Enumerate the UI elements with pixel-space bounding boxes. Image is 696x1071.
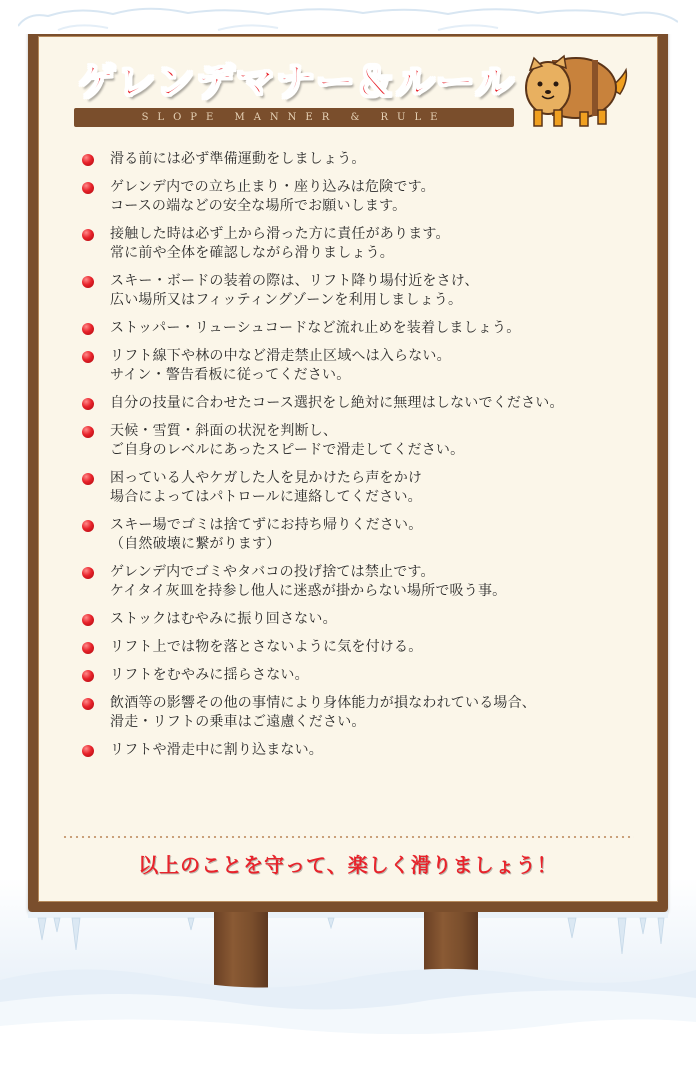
bullet-icon — [82, 351, 94, 363]
bullet-icon — [82, 473, 94, 485]
rule-text-line: 滑走・リフトの乗車はご遠慮ください。 — [110, 714, 366, 730]
rule-text-line: 広い場所又はフィッティングゾーンを利用しましょう。 — [110, 292, 463, 308]
rule-text-line: ケイタイ灰皿を持参し他人に迷惑が掛からない場所で吸う事。 — [110, 583, 507, 599]
sign-title: ゲレンデマナー＆ルール — [78, 60, 516, 104]
rule-text-line: 天候・雪質・斜面の状況を判断し、 — [110, 423, 338, 439]
rule-item — [80, 638, 655, 657]
rule-list — [80, 146, 655, 760]
rule-text-line: ストックはむやみに振り回さない。 — [110, 611, 337, 627]
rule-item — [80, 610, 655, 629]
rule-text-line: サイン・警告看板に従ってください。 — [110, 367, 351, 383]
bullet-icon — [82, 567, 94, 579]
closing-message: 以上のことを守って、楽しく滑りましょう！ — [138, 853, 558, 877]
bullet-icon — [82, 670, 94, 682]
rule-item — [80, 516, 655, 554]
rule-text-line: ゲレンデ内での立ち止まり・座り込みは危険です。 — [110, 179, 435, 195]
bullet-icon — [82, 426, 94, 438]
rule-item — [80, 178, 655, 216]
bullet-icon — [82, 698, 94, 710]
rule-item — [80, 394, 655, 413]
dotted-divider — [62, 836, 634, 838]
rule-text-line: （自然破壊に繋がります） — [110, 536, 281, 552]
bullet-icon — [82, 520, 94, 532]
bullet-icon — [82, 229, 94, 241]
rule-text-line: コースの端などの安全な場所でお願いします。 — [110, 198, 407, 214]
rule-item — [80, 422, 655, 460]
snow-ground — [0, 940, 696, 1071]
rule-item — [80, 469, 655, 507]
rule-text-line: ゲレンデ内でゴミやタバコの投げ捨ては禁止です。 — [110, 564, 435, 580]
bullet-icon — [82, 323, 94, 335]
rule-item — [80, 272, 655, 310]
rule-text-line: 場合によってはパトロールに連絡してください。 — [110, 489, 422, 505]
rule-item — [80, 319, 655, 338]
rule-text-line: 困っている人やケガした人を見かけたら声をかけ — [110, 470, 423, 486]
rule-item — [80, 347, 655, 385]
bullet-icon — [82, 398, 94, 410]
rule-text-line: 自分の技量に合わせたコース選択をし絶対に無理はしないでください。 — [110, 395, 564, 411]
snow-cap-top — [18, 4, 678, 34]
rule-item — [80, 225, 655, 263]
rule-text-line: スキー・ボードの装着の際は、リフト降り場付近をさけ、 — [110, 273, 479, 289]
rule-text-line: スキー場でゴミは捨てずにお持ち帰りください。 — [110, 517, 423, 533]
rule-item — [80, 694, 655, 732]
rule-text-line: リフトや滑走中に割り込まない。 — [110, 742, 323, 758]
rule-item — [80, 741, 655, 760]
rule-text-line: ご自身のレベルにあったスピードで滑走してください。 — [110, 442, 465, 458]
bullet-icon — [82, 642, 94, 654]
rule-text-line: 常に前や全体を確認しながら滑りましょう。 — [110, 245, 394, 261]
rule-text-line: ストッパー・リューシュコードなど流れ止めを装着しましょう。 — [110, 320, 521, 336]
bullet-icon — [82, 614, 94, 626]
rule-text-line: 滑る前には必ず準備運動をしましょう。 — [110, 151, 366, 167]
sign-subtitle: SLOPE MANNER & RULE — [74, 108, 514, 127]
bullet-icon — [82, 182, 94, 194]
rule-text-line: リフト線下や林の中など滑走禁止区域へは入らない。 — [110, 348, 451, 364]
rule-text-line: 飲酒等の影響その他の事情により身体能力が損なわれている場合、 — [110, 695, 536, 711]
rule-item — [80, 150, 655, 169]
rule-text-line: 接触した時は必ず上から滑った方に責任があります。 — [110, 226, 450, 242]
rule-item — [80, 563, 655, 601]
rule-item — [80, 666, 655, 685]
bullet-icon — [82, 745, 94, 757]
rule-text-line: リフト上では物を落とさないように気を付ける。 — [110, 639, 423, 655]
barrel-dog-mascot-icon — [514, 48, 636, 132]
bullet-icon — [82, 154, 94, 166]
bullet-icon — [82, 276, 94, 288]
rule-text-line: リフトをむやみに揺らさない。 — [110, 667, 309, 683]
